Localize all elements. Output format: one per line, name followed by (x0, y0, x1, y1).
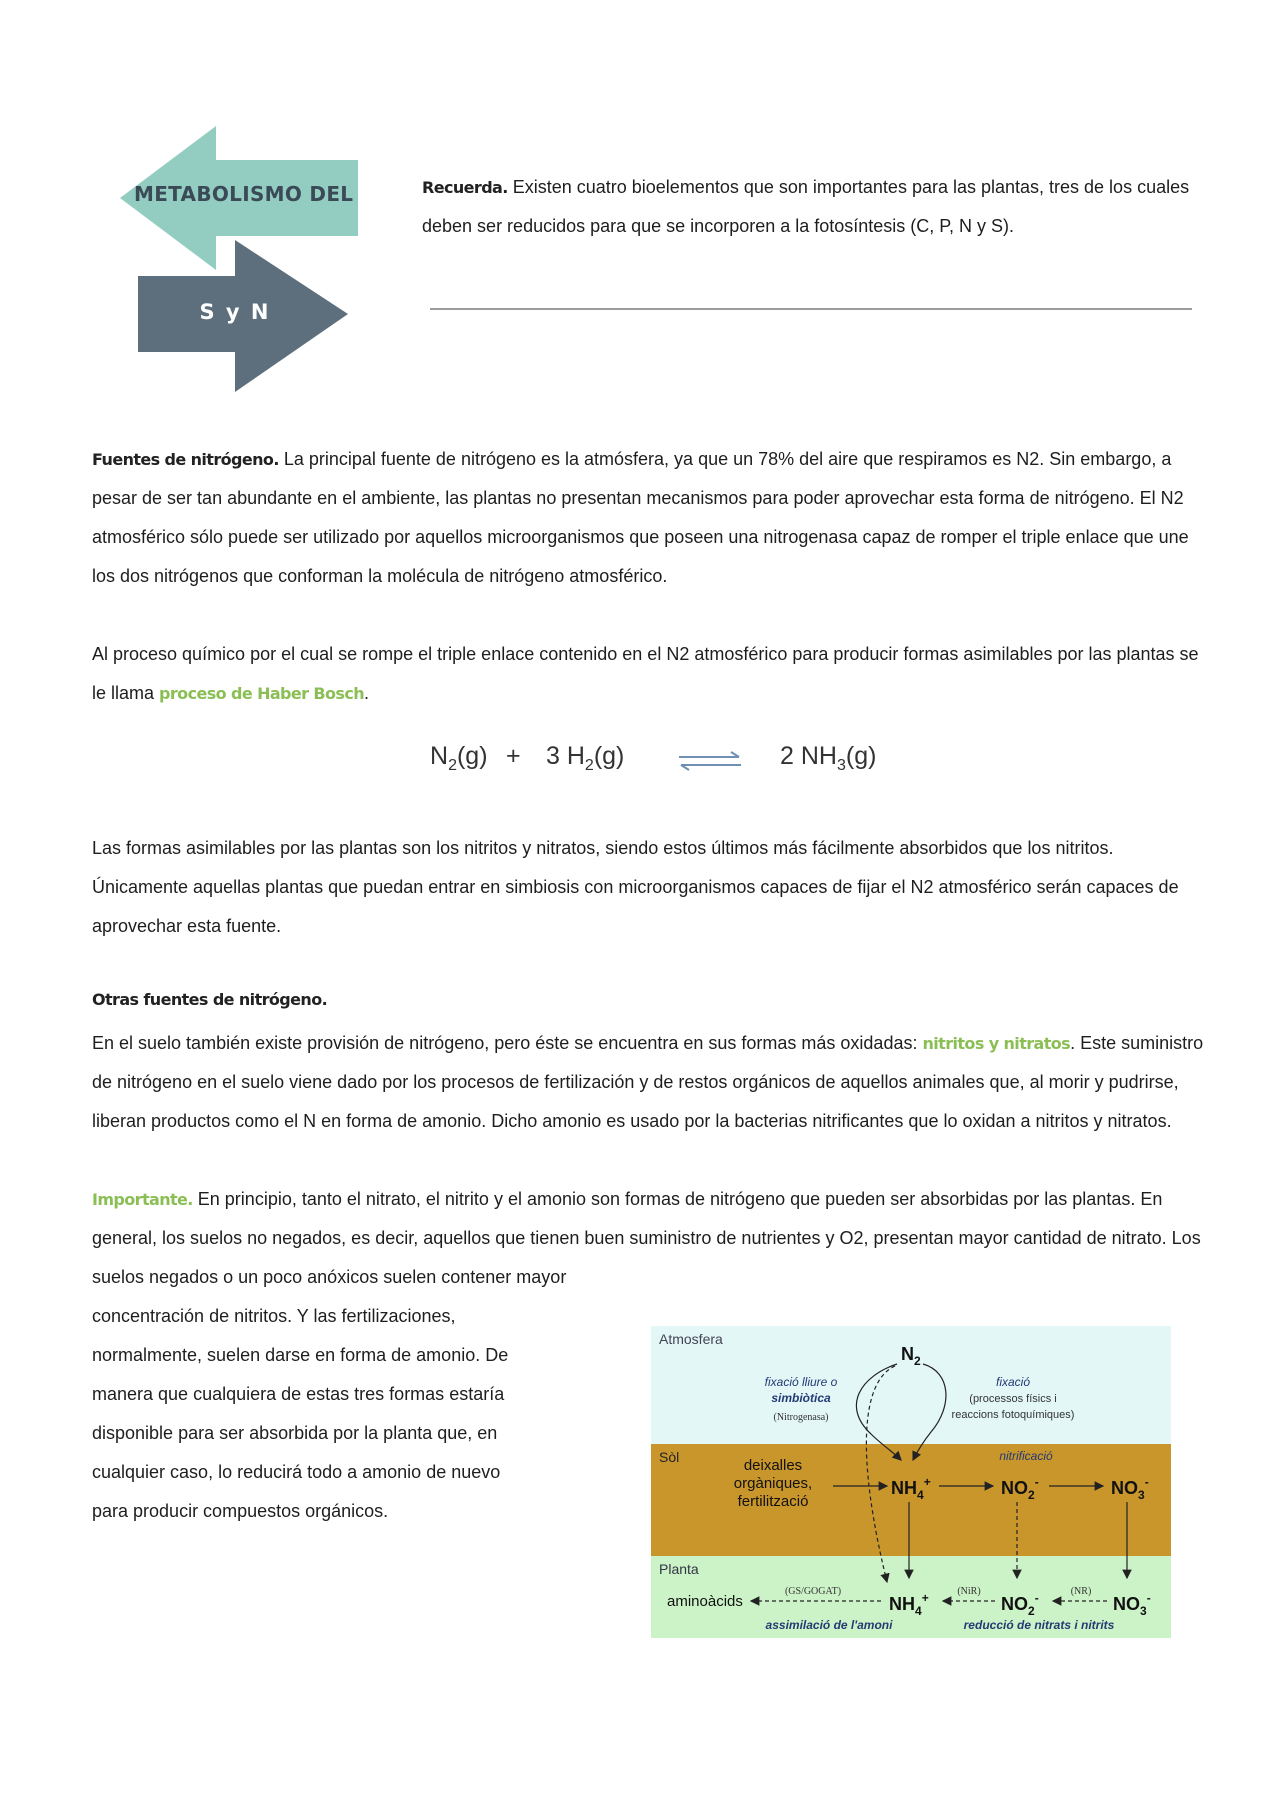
importante-lead: Importante. (92, 1190, 193, 1209)
importante-continued (92, 1297, 632, 1531)
logo (120, 126, 360, 392)
planta-label: Planta (659, 1561, 699, 1577)
equation-n2: $N_2(g)$ (430, 742, 488, 774)
proceso-end: . (364, 683, 370, 703)
fuentes-paragraph (92, 440, 1212, 596)
otras-text-start: En el suelo también existe provisión de nitrógeno, pero éste se encuentra en sus formas más oxidadas: (92, 1033, 923, 1053)
fix-left-1: fixació lliure o (764, 1375, 838, 1389)
equation-plus: + (506, 742, 521, 770)
fuentes-text: La principal fuente de nitrógeno es la atmósfera, ya que un 78% del aire que respiramos es N2. Sin embargo, a pesar de ser tan abundante en el ambiente, las plantas no presentan mecanismos para poder aprovechar esta forma de nitrógeno. El N2 atmosférico sólo puede ser utilizado por aquellos microorganismos que poseen una nitrogenasa capaz de romper el triple enlace que une los dos nitrógenos que conforman la molécula de nitrógeno atmosférico. (92, 449, 1189, 586)
nr-label: (NR) (1070, 1586, 1092, 1597)
nitrogen-cycle-diagram (651, 1326, 1171, 1638)
deixalles-3: fertilització (737, 1493, 809, 1510)
divider (430, 308, 1192, 310)
text-line: cualquier caso, lo reducirá todo a amonio de nuevo (92, 1462, 501, 1482)
otras-text-end: . Este suministro de nitrógeno en el suelo viene dado por los procesos de fertilización y de restos orgánicos de aquellos animales que, al morir y pudrirse, liberan productos como el N en forma de amonio. Dicho amonio es usado por la bacterias nitrificantes que lo oxidan a nitritos y nitratos. (92, 1033, 1204, 1131)
proceso-text: Al proceso químico por el cual se rompe el triple enlace contenido en el N2 atmosférico para producir formas asimilables por las plantas se le llama (92, 644, 1199, 703)
sol-label: Sòl (659, 1449, 680, 1465)
otras-heading: Otras fuentes de nitrógeno. (92, 990, 328, 1009)
aminoacids-label: aminoàcids (667, 1593, 743, 1610)
fix-left-3: (Nitrogenasa) (773, 1412, 829, 1423)
nitrificacio-label: nitrificació (999, 1449, 1053, 1463)
text-line: para producir compuestos orgánicos. (92, 1501, 389, 1521)
logo-bottom-text: S y N (199, 300, 271, 324)
n2-atm: $N_2$ (901, 1344, 921, 1368)
nir-label: (NiR) (957, 1586, 981, 1597)
no2-soil: $NO_2^-$ (1001, 1475, 1039, 1502)
logo-top-text: METABOLISMO DEL (134, 182, 354, 206)
fix-right-3: reaccions fotoquímiques) (951, 1409, 1075, 1421)
no2-plant: $NO_2^-$ (1001, 1591, 1039, 1618)
logo-arrows-icon (120, 126, 360, 392)
text-line: disponible para ser absorbida por la planta que, en (92, 1423, 498, 1443)
fix-right-2: (processos físics i (969, 1393, 1057, 1405)
reduccio-label: reducció de nitrats i nitrits (963, 1618, 1115, 1632)
proceso-paragraph (92, 635, 1212, 713)
gs-gogat-label: (GS/GOGAT) (784, 1586, 842, 1597)
no3-soil: $NO_3^-$ (1111, 1475, 1149, 1502)
deixalles-2: orgàniques, (733, 1475, 813, 1492)
equilibrium-arrow-icon (675, 750, 745, 772)
importante-text: En principio, tanto el nitrato, el nitrito y el amonio son formas de nitrógeno que pueden ser absorbidas por las plantas. En general, los suelos no negados, es decir, aquellos que tienen buen suministro de nutrientes y O2, presentan mayor cantidad de nitrato. Los suelos negados o un poco anóxicos suelen contener mayor (92, 1189, 1201, 1287)
text-line: manera que cualquiera de estas tres formas estaría (92, 1384, 505, 1404)
deixalles-1: deixalles (743, 1457, 803, 1474)
recuerda-lead: Recuerda. (422, 178, 508, 197)
haber-bosch-link: proceso de Haber Bosch (159, 684, 365, 703)
atmosfera-label: Atmosfera (659, 1331, 723, 1347)
recuerda-text: Existen cuatro bioelementos que son importantes para las plantas, tres de los cuales deben ser reducidos para que se incorporen a la fotosíntesis (C, P, N y S). (422, 177, 1190, 236)
soil-band (651, 1444, 1171, 1556)
importante-paragraph (92, 1180, 1212, 1297)
nh4-soil: $NH_4^+$ (891, 1475, 931, 1502)
fix-right-1: fixació (995, 1375, 1031, 1389)
otras-paragraph (92, 1024, 1212, 1141)
recuerda-paragraph (422, 168, 1202, 246)
nitrogen-cycle-svg (651, 1326, 1171, 1638)
no3-plant: $NO_3^-$ (1113, 1591, 1151, 1618)
assimilacio-label: assimilació de l'amoni (765, 1618, 893, 1632)
fuentes-lead: Fuentes de nitrógeno. (92, 450, 279, 469)
text-line: concentración de nitritos. Y las fertilizaciones, (92, 1306, 456, 1326)
formas-paragraph: Las formas asimilables por las plantas son los nitritos y nitratos, siendo estos últimos más fácilmente absorbidos que los nitritos. Únicamente aquellas plantas que puedan entrar en simbiosis con microorganismos capaces de fijar el N2 atmosférico serán capaces de aprovechar esta fuente. (92, 838, 1179, 936)
fix-left-2: simbiòtica (771, 1391, 831, 1405)
equation-nh3: 2 $NH_3(g)$ (780, 742, 877, 774)
equation-h2: 3 $H_2(g)$ (546, 742, 625, 774)
otras-highlight: nitritos y nitratos (922, 1034, 1071, 1053)
haber-bosch-equation (430, 738, 910, 782)
nh4-plant: $NH_4^+$ (889, 1591, 929, 1618)
text-line: normalmente, suelen darse en forma de amonio. De (92, 1345, 509, 1365)
